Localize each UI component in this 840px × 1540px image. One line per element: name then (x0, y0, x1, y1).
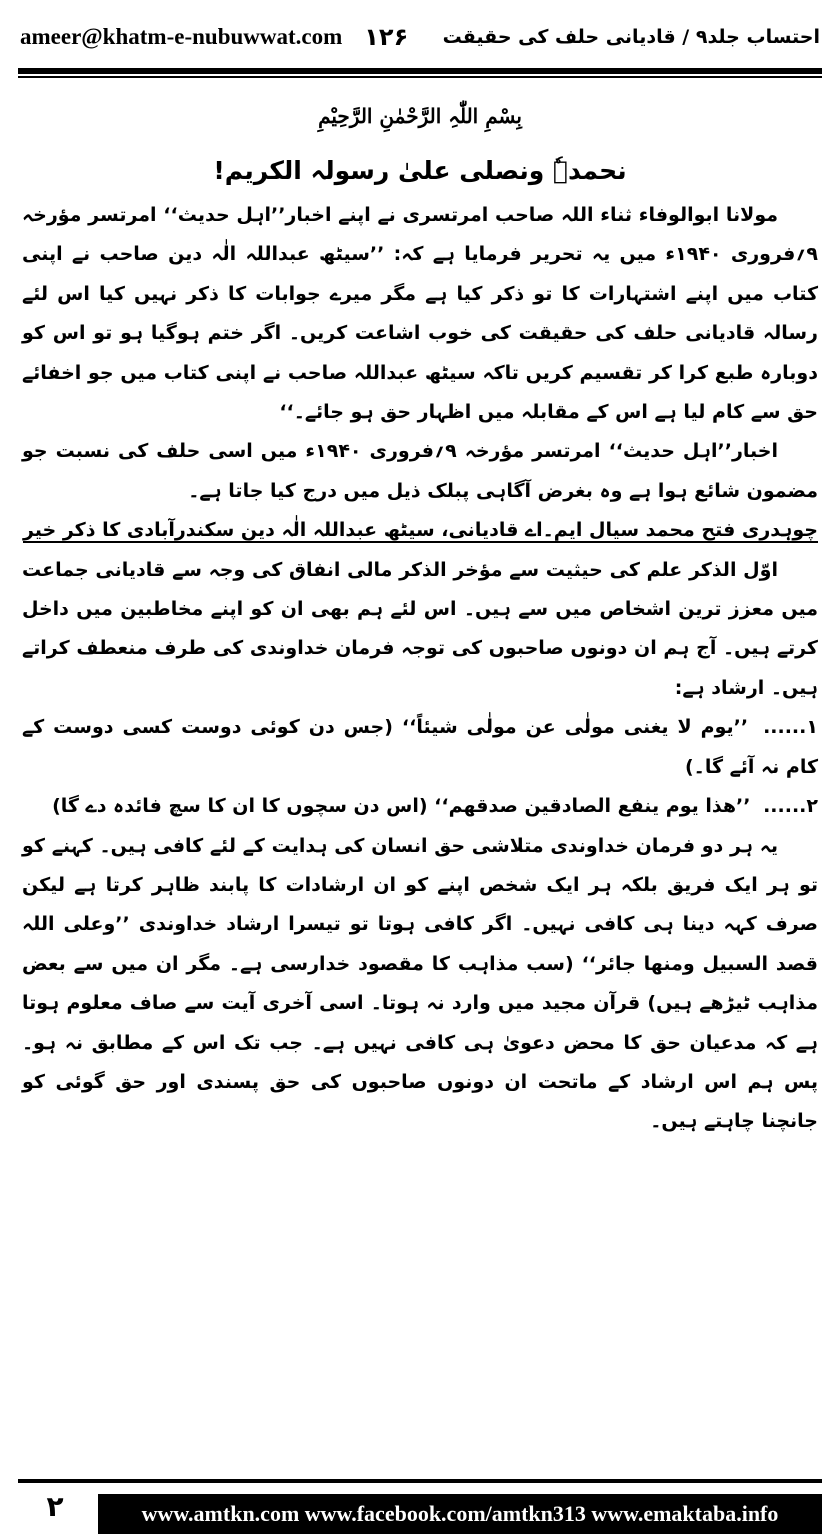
list-item-1 (22, 708, 818, 787)
paragraph-4 (22, 827, 818, 1142)
header-rule (18, 68, 822, 74)
item-2-arabic: ’’ھذا یوم ینفع الصادقین صدقھم‘‘ (434, 795, 751, 818)
paragraph-1: مولانا ابوالوفاء ثناء اللہ صاحب امرتسری نے اپنے اخبار’’اہل حدیث‘‘ امرتسر مؤرخہ ۹؍فروری ۱۹۴۰ء میں یہ تحریر فرمایا ہے کہ: ’’سیٹھ عبداللہ الٰہ دین صاحب نے اپنی کتاب میں اپنے اشتہارات کا تو ذکر کیا ہے مگر میرے جوابات کا ذکر نہیں کیا اس لئے رسالہ قادیانی حلف کی حقیقت کی خوب اشاعت کریں۔ اگر ختم ہوگیا ہو تو اس کو دوبارہ طبع کرا کر تقسیم کریں تاکہ سیٹھ عبداللہ صاحب نے اپنی کتاب میں جو اخفائے حق سے کام لیا ہے اس کے مقابلہ میں اظہار حق ہو جائے۔‘‘ (22, 204, 818, 424)
item-1-translation: (جس دن کوئی دوست کسی دوست کے کام نہ آئے گا۔) (22, 716, 818, 778)
bismillah: بِسْمِ اللّٰہِ الرَّحْمٰنِ الرَّحِیْمِ (318, 104, 522, 128)
arabic-heading: نحمدہٗ ونصلی علیٰ رسولہ الکریم! (213, 156, 627, 185)
section-subheading (22, 511, 818, 550)
item-1-number: ۱...... (763, 716, 818, 739)
header-rule-thin (18, 76, 822, 78)
item-1-arabic: ’’یوم لا یغنی مولٰی عن مولٰی شیئاً‘‘ (401, 716, 749, 739)
paragraph-4-arabic: ’’وعلی اللہ قصد السبیل ومنھا جائر‘‘ (22, 913, 818, 975)
paragraph-4-part-a: یہ ہر دو فرمان خداوندی متلاشی حق انسان کی ہدایت کے لئے کافی ہیں۔ کہنے کو تو ہر ایک فریق بلکہ ہر ایک شخص اپنے کو ان ارشادات کا پابند ظاہر کرتا ہے لیکن صرف کہہ دینا ہی کافی نہیں۔ اگر کافی ہوتا تو تیسرا ارشاد خداوندی (22, 834, 818, 936)
footer-links[interactable]: www.amtkn.com www.facebook.com/amtkn313 www.emaktaba.info (98, 1494, 822, 1534)
paragraph-2: اخبار’’اہل حدیث‘‘ امرتسر مؤرخہ ۹؍فروری ۱۹۴۰ء میں اسی حلف کی نسبت جو مضمون شائع ہوا ہے وہ بغرض آگاہی پبلک ذیل میں درج کیا جاتا ہے۔ (22, 440, 818, 502)
footer-rule (18, 1479, 822, 1483)
item-2-translation: (اس دن سچوں کا ان کا سچ فائدہ دے گا) (52, 795, 428, 818)
header-email[interactable]: ameer@khatm-e-nubuwwat.com (20, 24, 343, 49)
page-header (20, 14, 820, 60)
subheading-text: چوہدری فتح محمد سیال ایم۔اے قادیانی، سیٹھ عبداللہ الٰہ دین سکندرآبادی کا ذکر خیر (22, 519, 818, 542)
list-item-2 (22, 787, 818, 826)
header-page-number: ۱۲۶ (364, 23, 409, 51)
paragraph-3: اوّل الذکر علم کی حیثیت سے مؤخر الذکر مالی انفاق کی وجہ سے قادیانی جماعت میں معزز ترین اشخاص میں سے ہیں۔ اس لئے ہم بھی ان کو اپنے مخاطبین میں داخل کرتے ہیں۔ آج ہم ان دونوں صاحبوں کی توجہ فرمان خداوندی کی طرف منعطف کراتے ہیں۔ ارشاد ہے: (22, 558, 818, 699)
article-body (22, 196, 818, 1142)
item-2-number: ۲...... (763, 795, 818, 818)
paragraph-4-part-b: (سب مذاہب کا مقصود خدارسی ہے۔ مگر ان میں سے بعض مذاہب ٹیڑھے ہیں) قرآن مجید میں وارد نہ ہوتا۔ اسی آخری آیت سے صاف معلوم ہوتا ہے کہ مدعیان حق کا محض دعویٰ ہی کافی نہیں ہے۔ جب تک اس کے مطابق نہ ہو۔ پس ہم اس ارشاد کے ماتحت ان دونوں صاحبوں کی حق پسندی اور حق گوئی کو جانچنا چاہتے ہیں۔ (22, 952, 818, 1133)
header-left (20, 23, 408, 51)
footer-page-number: ۲ (46, 1490, 64, 1523)
header-book-title: احتساب جلد۹ / قادیانی حلف کی حقیقت (442, 26, 820, 48)
